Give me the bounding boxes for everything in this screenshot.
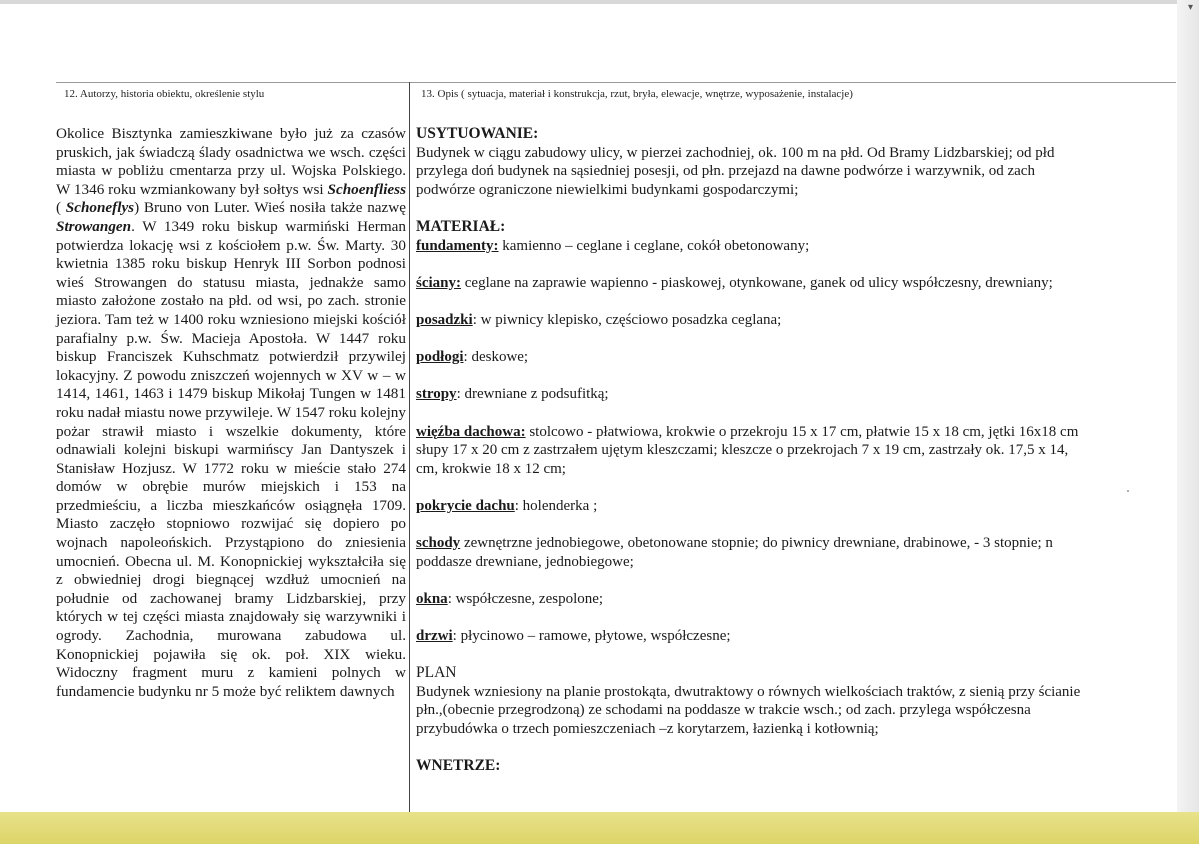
schody-entry <box>416 534 1176 553</box>
sciany-text: ceglane na zaprawie wapienno - piaskowej, otynkowane, ganek od ulicy współczesny, drewniany; <box>461 274 1053 291</box>
material-heading: MATERIAŁ: <box>416 217 506 235</box>
historic-name: Strowangen <box>56 217 132 235</box>
history-part: ( <box>56 199 66 217</box>
history-part: Okolice Bisztynka zamieszkiwane było już za czasów pruskich, jak świadczą ślady osadnictwa we wsch. części miasta w pobliżu cmentarza przy ul. Wojska Polskiego. W 1346 roku wzmiankowany był sołtys wsi <box>56 125 406 198</box>
corner-mark: ▾ <box>1187 2 1193 13</box>
podlogi-text: : deskowe; <box>463 349 529 366</box>
historic-name: Schoneflys <box>65 199 135 217</box>
wiezba-line: cm, krokwie 18 x 12 cm; <box>416 460 566 477</box>
wnetrze-heading: WNETRZE: <box>416 757 501 775</box>
stropy-entry <box>416 385 1176 404</box>
wiezba-entry <box>416 423 1176 442</box>
wiezba-text: stolcowo - płatwiowa, krokwie o przekroju 15 x 17 cm, płatwie 15 x 18 cm, jętki 16x18 cm <box>525 423 1079 440</box>
pokrycie-label: pokrycie dachu <box>416 497 515 514</box>
drzwi-entry <box>416 627 1176 646</box>
section-12-header: 12. Autorzy, historia obiektu, określenie stylu <box>64 88 265 100</box>
wiezba-label: więźba dachowa: <box>416 423 526 440</box>
drzwi-text: : płycinowo – ramowe, płytowe, współczesne; <box>452 628 731 645</box>
historic-name: Schoenfliess <box>327 180 406 198</box>
podlogi-label: podłogi <box>416 349 464 366</box>
usytuowanie-heading: USYTUOWANIE: <box>416 125 539 142</box>
pokrycie-entry <box>416 497 1176 516</box>
description-text <box>416 125 1176 815</box>
plan-line: płn.,(obecnie przegrodzoną) ze schodami na poddasze w trakcie wsch.; od zach. przylega współczesna <box>416 702 1031 719</box>
scan-top-edge <box>0 0 1199 4</box>
okna-entry <box>416 590 1176 609</box>
wiezba-line: słupy 17 x 20 cm z zastrzałem ujętym kleszczami; kleszcze o przekrojach 7 x 19 cm, zastrzały ok. 17,5 x 14, <box>416 442 1069 459</box>
schody-text: zewnętrzne jednobiegowe, obetonowane stopnie; do piwnicy drewniane, drabinowe, - 3 stopnie; n <box>460 535 1053 552</box>
sciany-entry <box>416 274 1176 293</box>
history-part: . W 1349 roku biskup warmiński Herman potwierdza lokację wsi z kościołem p.w. Św. Marty. 30 kwietnia 1385 roku biskup Henryk III Sorbon podnosi wieś Strowangen do statusu miasta, jednakże samo miasto założone zostało na płd. od wsi, po zach. stronie jeziora. Tam też w 1400 roku wzniesiono miejski kościół parafialny p.w. Św. Macieja Apostoła. W 1447 roku biskup Franciszek Kuhschmatz potwierdził przywilej lokacyjny. Z powodu zniszczeń wojennych w XV w – w 1414, 1461, 1463 i 1479 biskup Mikołaj Tungen w 1481 roku nadał miastu nowe przywileje. W 1547 roku kolejny pożar strawił miasto i wszelkie dokumenty, które odnawiali kolejni biskupi warmińscy Jan Dantyszek i Stanisław Hozjusz. W 1772 roku w mieście stało 274 domów w obrębie murów miejskich i 153 na przedmieściu, a liczba mieszkańców osiągnęła 1709. Miasto zaczęło stopniowo rozwijać się dopiero po wojnach napoleońskich. Przystąpiono do zniesienia umocnień. Obecna ul. M. Konopnickiej wykształciła się z obwiedniej drogi biegnącej wzdłuż umocnień na południe od zachowanej bramy Lidzbarskiej, przy których w tej części miasta znajdowały się warzywniki i ogrody. Zachodnia, murowana zabudowa ul. Konopnickiej pojawiła się ok. poł. XIX wieku. Widoczny fragment muru z kamieni polnych w fundamencie budynku nr 5 może być reliktem dawnych <box>56 217 406 700</box>
stropy-label: stropy <box>416 386 457 403</box>
fundamenty-text: kamienno – ceglane i ceglane, cokół obetonowany; <box>498 237 810 254</box>
posadzki-text: : w piwnicy klepisko, częściowo posadzka ceglana; <box>472 311 782 328</box>
fundamenty-label: fundamenty: <box>416 237 499 254</box>
plan-line: Budynek wzniesiony na planie prostokąta, dwutraktowy o równych wielkościach traktów, z sienią przy ścianie <box>416 683 1081 700</box>
schody-label: schody <box>416 535 461 552</box>
sciany-label: ściany: <box>416 274 461 291</box>
fundamenty-entry <box>416 237 1176 256</box>
stropy-text: : drewniane z podsufitką; <box>456 386 609 403</box>
plan-heading: PLAN <box>416 664 457 682</box>
okna-label: okna <box>416 590 448 607</box>
section-13-header: 13. Opis ( sytuacja, materiał i konstrukcja, rzut, bryła, elewacje, wnętrze, wyposażenie, instalacje) <box>421 88 853 100</box>
history-text <box>56 125 406 701</box>
plan-line: przybudówka o trzech pomieszczeniach –z korytarzem, łazienką i kotłownią; <box>416 721 879 737</box>
drzwi-label: drzwi <box>416 628 453 645</box>
usytuowanie-line: podwórze ograniczone niewielkimi budynkami gospodarczymi; <box>416 181 799 198</box>
pokrycie-text: : holenderka ; <box>514 497 598 514</box>
form-top-rule <box>56 82 1176 83</box>
usytuowanie-line: przylega doń budynek na sąsiedniej posesji, od płn. przejazd na dawne podwórze i warzywnik, od zach <box>416 163 1035 180</box>
column-divider <box>409 82 410 812</box>
okna-text: : współczesne, zespolone; <box>447 590 604 607</box>
scan-bottom-edge <box>0 812 1199 844</box>
scan-right-edge <box>1177 0 1199 844</box>
posadzki-label: posadzki <box>416 311 473 328</box>
schody-line: poddasze drewniane, jednobiegowe; <box>416 553 634 570</box>
podlogi-entry <box>416 348 1176 367</box>
history-part: ) Bruno von Luter. Wieś nosiła także nazwę <box>134 199 406 217</box>
posadzki-entry <box>416 311 1176 330</box>
usytuowanie-line: Budynek w ciągu zabudowy ulicy, w pierzei zachodniej, ok. 100 m na płd. Od Bramy Lidzbarskiej; od płd <box>416 144 1055 161</box>
